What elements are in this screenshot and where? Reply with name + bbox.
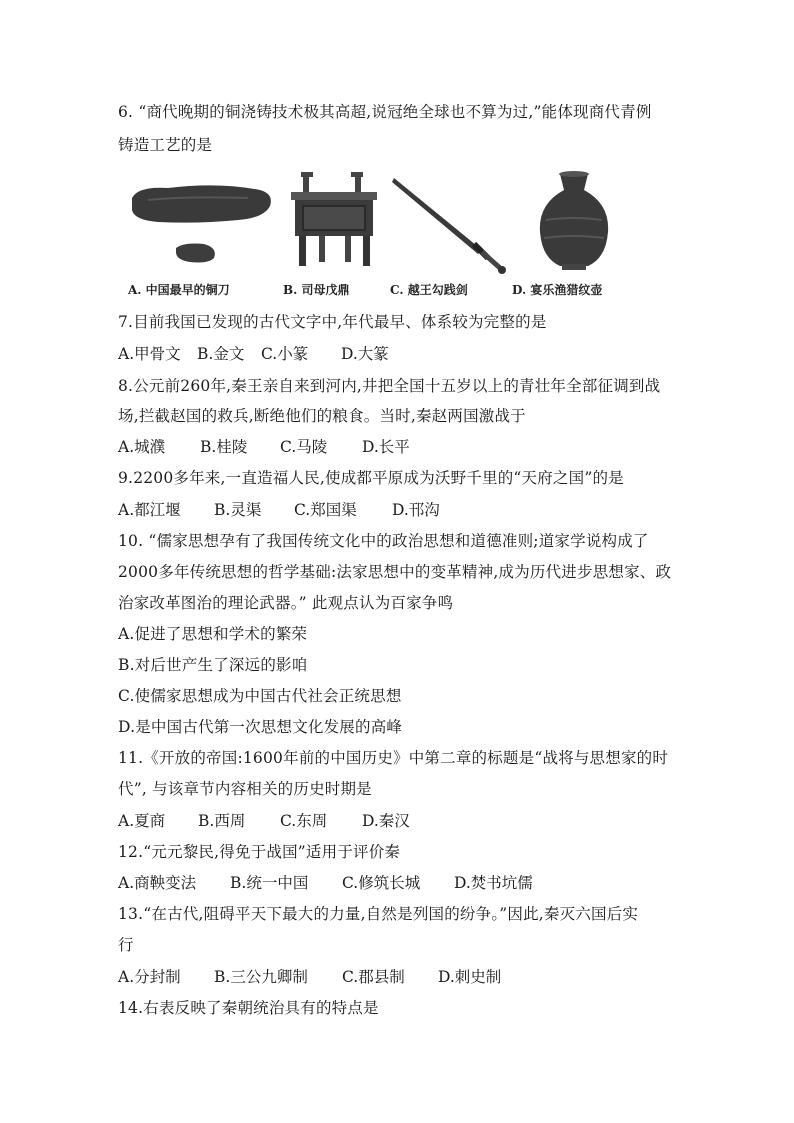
bronze-knife-image <box>128 168 278 278</box>
q6-stem-line2: 铸造工艺的是 <box>118 136 213 154</box>
q8-option-d[interactable]: D.长平 <box>362 438 410 456</box>
q13-stem-line2: 行 <box>118 936 134 954</box>
q13-option-d[interactable]: D.刺史制 <box>438 968 502 986</box>
q8-option-c[interactable]: C.马陵 <box>280 438 328 456</box>
q10-option-c[interactable]: C.使儒家思想成为中国古代社会正统思想 <box>118 687 402 705</box>
q11-option-c[interactable]: C.东周 <box>280 812 328 830</box>
q13-options <box>118 965 501 987</box>
q9-stem: 9.2200多年来,一直造福人民,使成都平原成为沃野千里的“天府之国”的是 <box>118 469 624 487</box>
figure-c-caption: C. 越王勾践剑 <box>390 283 468 297</box>
q13-option-a[interactable]: A.分封制 <box>118 968 181 986</box>
figure-c-sword <box>390 168 510 300</box>
q8-options <box>118 435 410 457</box>
figure-d-caption: D. 宴乐渔猎纹壶 <box>512 283 603 297</box>
q8-stem-line2: 场,拦截赵国的救兵,断绝他们的粮食。当时,秦赵两国激战于 <box>118 407 526 425</box>
q11-options <box>118 809 410 831</box>
q10-option-d[interactable]: D.是中国古代第一次思想文化发展的高峰 <box>118 718 403 736</box>
q13-option-b[interactable]: B.三公九卿制 <box>214 968 308 986</box>
q8-stem-line1: 8.公元前260年,秦王亲自来到河内,井把全国十五岁以上的青壮年全部征调到战 <box>118 377 661 395</box>
hu-vessel-image <box>512 168 637 278</box>
q9-options <box>118 498 440 520</box>
q13-option-c[interactable]: C.郡县制 <box>342 968 405 986</box>
q9-option-b[interactable]: B.灵渠 <box>214 501 262 519</box>
q11-stem-line1: 11.《开放的帝国:1600年前的中国历史》中第二章的标题是“战将与思想家的时 <box>118 749 669 767</box>
q9-option-c[interactable]: C.郑国渠 <box>294 501 357 519</box>
q12-option-a[interactable]: A.商鞅变法 <box>118 874 197 892</box>
figure-b-caption: B. 司母戊鼎 <box>283 283 350 297</box>
figure-a-bronze-knife <box>128 168 278 300</box>
q9-option-d[interactable]: D.邗沟 <box>392 501 440 519</box>
q7-options <box>118 342 389 364</box>
q10-option-b[interactable]: B.对后世产生了深远的影咱 <box>118 656 308 674</box>
q14-stem: 14.右表反映了秦朝统治具有的特点是 <box>118 999 379 1017</box>
q12-option-d[interactable]: D.焚书坑儒 <box>454 874 533 892</box>
q12-option-c[interactable]: C.修筑长城 <box>342 874 421 892</box>
q11-option-b[interactable]: B.西周 <box>198 812 246 830</box>
ding-vessel-image <box>283 168 393 278</box>
q7-option-b[interactable]: B.金文 <box>197 345 245 363</box>
q12-stem: 12.“元元黎民,得免于战国”适用于评价秦 <box>118 843 401 861</box>
q7-option-c[interactable]: C.小篆 <box>261 345 309 363</box>
figure-a-caption: A. 中国最早的铜刀 <box>128 283 230 297</box>
q11-option-d[interactable]: D.秦汉 <box>362 812 410 830</box>
q7-stem: 7.目前我国已发现的古代文字中,年代最早、体系较为完整的是 <box>118 313 547 331</box>
q8-option-b[interactable]: B.桂陵 <box>200 438 248 456</box>
q6-figure-strip <box>128 168 632 300</box>
q12-options <box>118 871 533 893</box>
q10-stem-line1: 10. “儒家思想孕有了我国传统文化中的政治思想和道德准则;道家学说构成了 <box>118 532 649 550</box>
q7-option-d[interactable]: D.大篆 <box>341 345 389 363</box>
q10-stem-line3: 治家改革图治的理论武器。” 此观点认为百家争鸣 <box>118 594 454 612</box>
q12-option-b[interactable]: B.统一中国 <box>230 874 309 892</box>
figure-d-hu-vessel <box>512 168 637 300</box>
q10-option-a[interactable]: A.促进了思想和学术的繁荣 <box>118 625 308 643</box>
q6-stem-line1: 6. “商代晚期的铜浇铸技术极其高超,说冠绝全球也不算为过,”能体现商代青例 <box>118 103 652 121</box>
q11-option-a[interactable]: A.夏商 <box>118 812 166 830</box>
sword-image <box>390 168 510 278</box>
q10-stem-line2: 2000多年传统思想的哲学基础:法家思想中的变革精神,成为历代进步思想家、政 <box>118 563 672 581</box>
q7-option-a[interactable]: A.甲骨文 <box>118 345 181 363</box>
q11-stem-line2: 代”, 与该章节内容相关的历史时期是 <box>118 780 372 798</box>
q13-stem-line1: 13.“在古代,阻碍平天下最大的力量,自然是列国的纷争。”因此,秦灭六国后实 <box>118 905 639 923</box>
q9-option-a[interactable]: A.都江堰 <box>118 501 181 519</box>
q8-option-a[interactable]: A.城濮 <box>118 438 166 456</box>
figure-b-ding <box>283 168 393 300</box>
